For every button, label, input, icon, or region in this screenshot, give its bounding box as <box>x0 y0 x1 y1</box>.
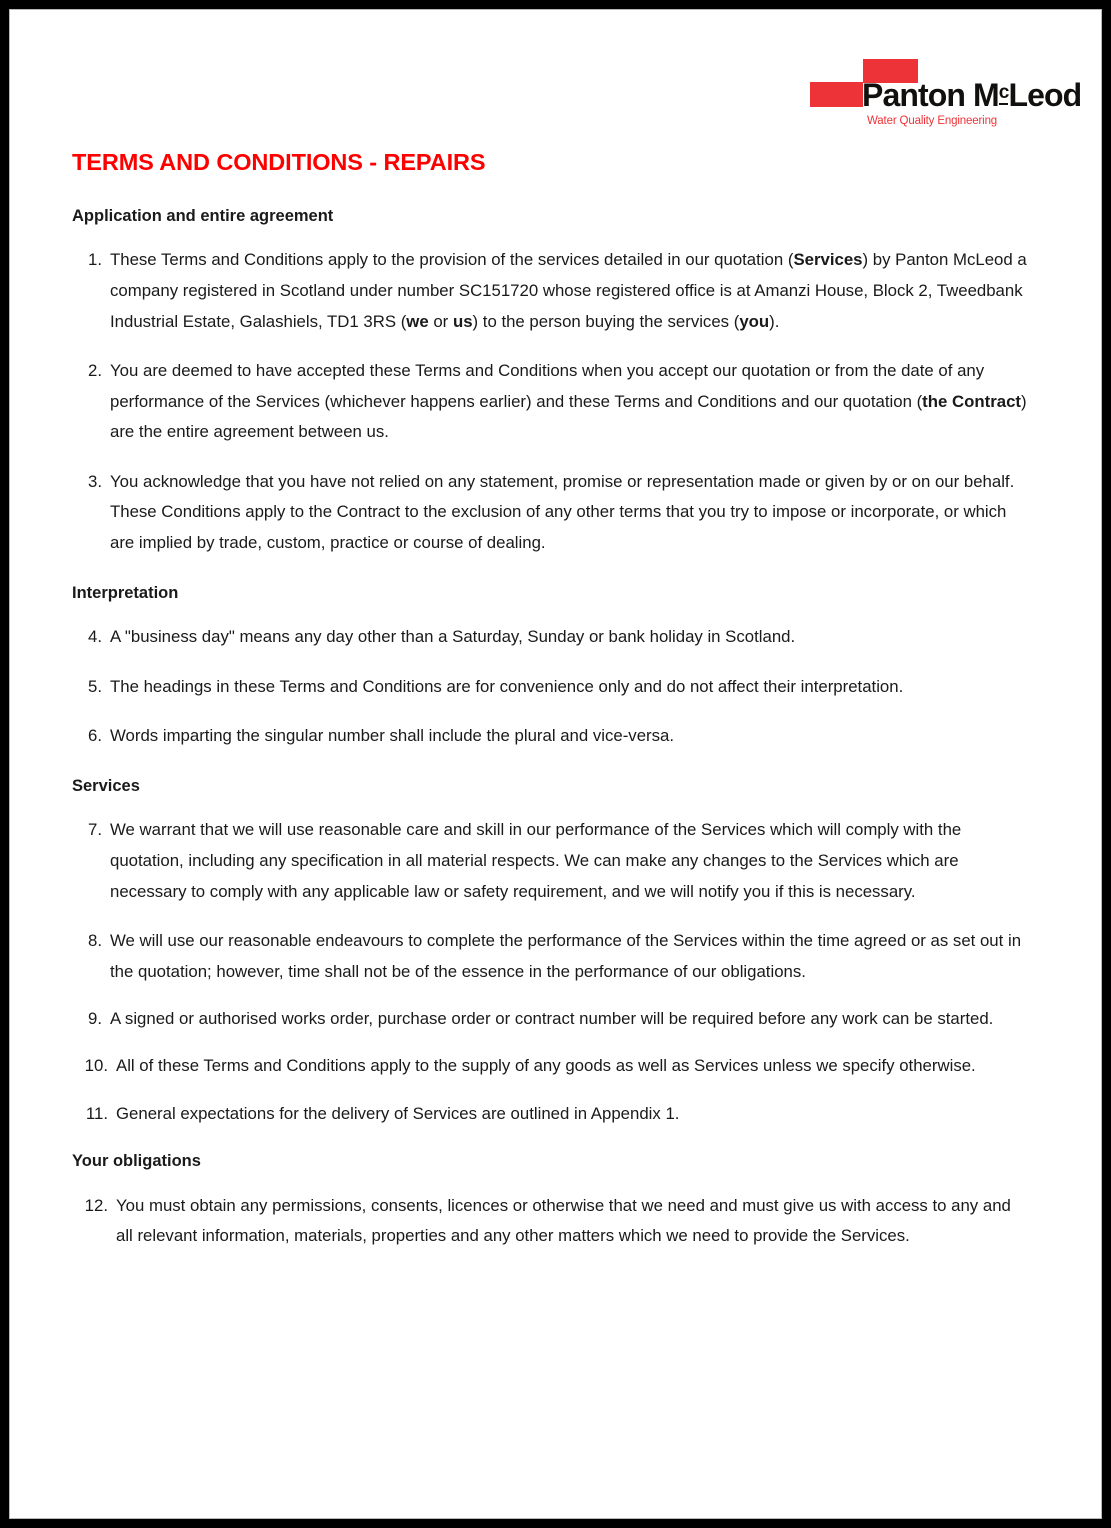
clause-item <box>72 926 1032 987</box>
clause-text: We warrant that we will use reasonable care and skill in our performance of the Services which will comply with the quotation, including any specification in all material respects. We can make any changes to the Services which are necessary to comply with any applicable law or safety requirement, and we will notify you if this is necessary. <box>110 820 962 901</box>
document-title: TERMS AND CONDITIONS - REPAIRS <box>72 149 486 175</box>
clause-list <box>72 815 1032 1126</box>
clause-number: 11. <box>85 1103 108 1123</box>
clause-number: 6. <box>88 726 102 746</box>
section-heading: Services <box>72 776 140 795</box>
clause-item <box>72 672 1032 703</box>
clause-text: A signed or authorised works order, purchase order or contract number will be required before any work can be started. <box>110 1009 994 1029</box>
heading-spacer <box>72 603 1032 622</box>
clause-spacer <box>72 907 1032 926</box>
clause-list <box>72 245 1032 558</box>
clause-text: You must obtain any permissions, consents, licences or otherwise that we need and must give us with access to any and all relevant information, materials, properties and any other matters which we need to provide the Services. <box>116 1195 1011 1246</box>
clause-text: All of these Terms and Conditions apply to the supply of any goods as well as Services unless we specify otherwise. <box>116 1056 976 1076</box>
clause-number: 9. <box>88 1009 102 1029</box>
clause-item <box>72 1191 1032 1252</box>
section-spacer <box>72 559 1032 583</box>
section-heading: Application and entire agreement <box>72 206 334 225</box>
clause-item <box>72 245 1032 337</box>
clause-text: A "business day" means any day other than a Saturday, Sunday or bank holiday in Scotland. <box>110 627 796 647</box>
logo-wordmark <box>862 79 1081 111</box>
clause-spacer <box>72 987 1032 1006</box>
logo-wordmark-part2: Leod <box>1008 77 1082 113</box>
clause-text: You are deemed to have accepted these Terms and Conditions when you accept our quotation or from the date of any performance of the Services (whichever happens earlier) and these Terms and Conditions and our quotation (the Contract) are the entire agreement between us. <box>110 361 1027 442</box>
clause-list <box>72 1191 1032 1252</box>
clause-number: 8. <box>88 931 102 951</box>
clause-number: 2. <box>88 361 102 381</box>
logo-square-left-icon <box>810 82 863 107</box>
clause-number: 7. <box>88 820 102 840</box>
logo-tagline: Water Quality Engineering <box>867 115 998 127</box>
clause-item <box>72 815 1032 907</box>
clause-item <box>72 721 1032 752</box>
clause-spacer <box>72 448 1032 467</box>
clause-number: 4. <box>88 627 102 647</box>
logo-wordmark-part1: Panton M <box>862 77 999 113</box>
company-logo <box>810 57 1082 129</box>
clause-text: We will use our reasonable endeavours to complete the performance of the Services within the time agreed or as set out in the quotation; however, time shall not be of the essence in the performance of our obligations. <box>110 931 1022 981</box>
document-body <box>72 150 1032 1252</box>
clause-number: 5. <box>88 676 102 696</box>
clause-spacer <box>72 337 1032 356</box>
section-heading: Your obligations <box>72 1151 201 1170</box>
section-heading: Interpretation <box>72 583 179 602</box>
clause-spacer <box>72 702 1032 721</box>
clause-number: 10. <box>84 1056 108 1076</box>
clause-number: 3. <box>88 471 102 491</box>
clause-number: 1. <box>88 250 102 270</box>
clause-text: The headings in these Terms and Conditions are for convenience only and do not affect their interpretation. <box>110 676 904 696</box>
clause-number: 12. <box>84 1195 108 1215</box>
sections-container <box>72 206 1032 1252</box>
heading-spacer <box>72 226 1032 245</box>
clause-text: You acknowledge that you have not relied on any statement, promise or representation made or given by or on our behalf. These Conditions apply to the Contract to the exclusion of any other terms that you try to impose or incorporate, or which are implied by trade, custom, practice or course of dealing. <box>110 471 1015 552</box>
clause-list <box>72 622 1032 752</box>
clause-item <box>72 622 1032 653</box>
section-spacer <box>72 1127 1032 1151</box>
clause-text: These Terms and Conditions apply to the provision of the services detailed in our quotation (Services) by Panton McLeod a company registered in Scotland under number SC151720 whose registered office is at Amanzi House, Block 2, Tweedbank Industrial Estate, Galashiels, TD1 3RS (we or us) to the person buying the services (you). <box>110 250 1027 331</box>
clause-item <box>72 356 1032 448</box>
heading-spacer <box>72 796 1032 815</box>
clause-spacer <box>72 1082 1032 1101</box>
clause-item <box>72 1051 1032 1082</box>
page-canvas <box>9 9 1102 1519</box>
clause-spacer <box>72 1032 1032 1051</box>
clause-item <box>72 1006 1032 1032</box>
clause-item <box>72 1101 1032 1127</box>
clause-spacer <box>72 653 1032 672</box>
section-spacer <box>72 752 1032 776</box>
logo-wordmark-superscript: c <box>998 82 1009 103</box>
clause-text: Words imparting the singular number shall include the plural and vice-versa. <box>110 726 675 746</box>
heading-spacer <box>72 1172 1032 1191</box>
clause-text: General expectations for the delivery of Services are outlined in Appendix 1. <box>116 1103 680 1123</box>
clause-item <box>72 467 1032 559</box>
